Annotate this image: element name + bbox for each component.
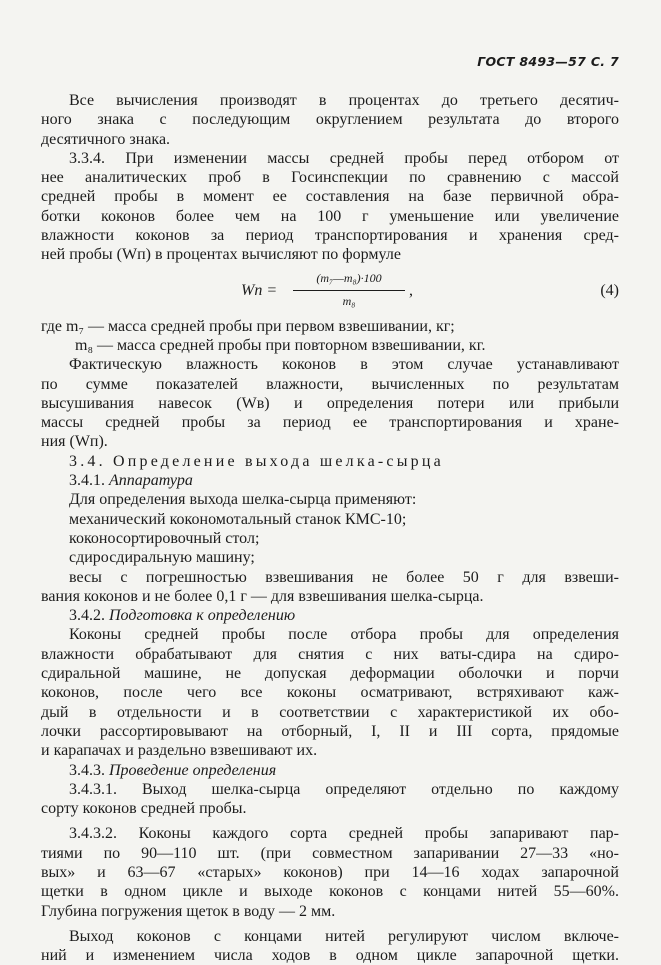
text-line: Для определения выхода шелка-сырца применяют: [69,491,417,509]
subsection-number: 3.4.1. [69,472,105,490]
text-line: влажности коконов за период транспортирования и хранения сред- [41,227,619,245]
text-line: высушивания навесок (Wв) и определения потери или прибыли [41,394,619,412]
subsection-heading-3-4-2 [41,606,619,625]
formula-4 [41,269,619,313]
formula-equals: = [266,281,278,299]
subsection-heading-3-4-3 [41,761,619,780]
text-line: по сумме показателей влажности, вычисленных по результатам [41,375,619,393]
text-line: m₈ — масса средней пробы при повторном взвешивании, кг. [75,336,486,354]
text-line: тиями по 90—110 шт. (при совместном запаривании 27—33 «но- [41,844,619,862]
formula-lhs-text: Wп [241,281,263,299]
section-heading-3-4: 3.4. Определение выхода шелка-сырца [69,452,444,470]
formula-numerator: (m₇—m₈)·100 [293,269,405,291]
text-line: Выход коконов с концами нитей регулируют числом включе- [69,927,619,945]
text-line: механический кокономотальный станок КМС-10; [69,510,407,528]
text-line: 3.4.3.1. Выход шелка-сырца определяют отдельно по каждому [69,780,619,798]
subsection-number: 3.4.2. [69,607,105,625]
text-line: вых» и 63—67 «старых» коконов) при 14—16 ходах запарочной [41,863,619,881]
text-line: ний и изменением числа ходов в одном цикле запарочной щетки. [41,947,619,965]
formula-fraction [293,269,405,312]
text-line: коконов, после чего все коконы осматривают, встряхивают каж- [41,684,619,702]
text-line: щетки в одном цикле и выходе коконов с концами нитей 55—60%. [41,883,619,901]
text-line: где m₇ — масса средней пробы при первом взвешивании, кг; [41,317,455,335]
text-line: вания коконов и не более 0,1 г — для взвешивания шелка-сырца. [41,587,484,605]
text-line: ней пробы (Wп) в процентах вычисляют по формуле [41,246,401,264]
text-line: дый в отдельности и в соответствии с характеристикой их обо- [41,703,619,721]
text-line: Все вычисления производят в процентах до третьего десятич- [69,92,619,109]
document-body [41,91,619,965]
text-line: десятичного знака. [41,130,171,148]
text-line: ния (Wп). [41,433,108,451]
text-line: лочки рассортировывают на отборный, I, II и III сорта, прядомые [41,722,619,740]
text-line: Глубина погружения щеток в воду — 2 мм. [41,902,336,920]
text-line: 3.3.4. При изменении массы средней пробы перед отбором от [69,149,619,167]
formula-number: (4) [600,281,619,299]
text-line: нее аналитических проб в Госинспекции по сравнению с массой [41,169,619,187]
text-line: весы с погрешностью взвешивания не более 50 г для взвеши- [69,568,619,586]
text-line: влажности обрабатывают для снятия с них ваты-сдира на сдиро- [41,645,619,663]
subsection-number: 3.4.3. [69,761,105,779]
text-line: сдиральной машине, не допуская деформации оболочки и порчи [41,665,619,683]
text-line: коконосортировочный стол; [69,529,260,547]
text-line: сдиросдиральную машину; [69,549,255,567]
text-line: Фактическую влажность коконов в этом случае устанавливают [69,356,619,374]
text-line: массы средней пробы за период ее транспортирования и хране- [41,414,619,432]
text-line: Коконы средней пробы после отбора пробы для определения [69,626,619,644]
formula-denominator: m₈ [342,293,356,308]
text-line: ного знака с последующим округлением результата до второго [41,111,619,129]
page-header: ГОСТ 8493—57 С. 7 [477,54,619,69]
text-line: ботки коконов более чем на 100 г уменьшение или увеличение [41,207,619,225]
subsection-title: Подготовка к определению [109,607,296,625]
text-line: 3.4.3.2. Коконы каждого сорта средней пробы запаривают пар- [69,825,619,843]
text-line: и карапачах и раздельно взвешивают их. [41,742,318,760]
subsection-heading-3-4-1 [41,471,619,490]
text-line: сорту коконов средней пробы. [41,800,247,818]
text-line: средней пробы в момент ее составления на базе первичной обра- [41,188,619,206]
formula-lhs [241,281,277,300]
formula-comma: , [409,281,413,299]
subsection-title: Проведение определения [109,761,277,779]
subsection-title: Аппаратура [109,472,193,490]
